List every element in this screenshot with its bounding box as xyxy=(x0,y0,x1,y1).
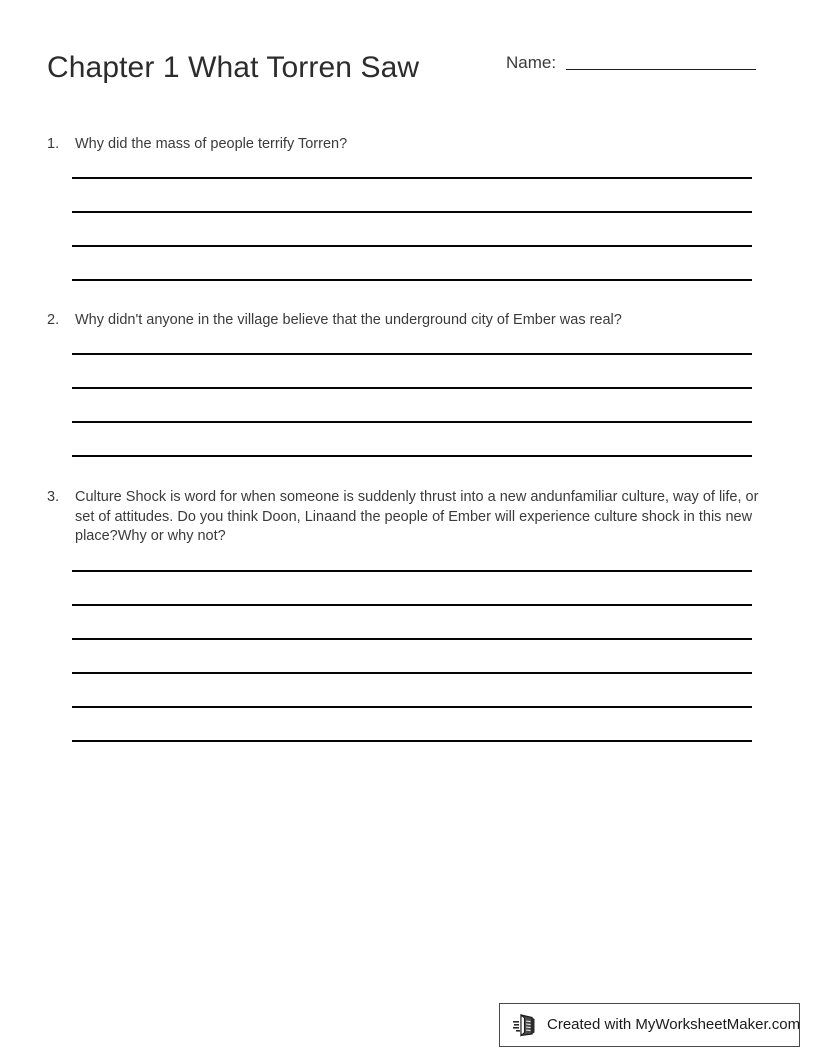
question-3-answer-area[interactable] xyxy=(72,570,769,742)
question-item-3 xyxy=(47,488,769,742)
created-with-label: Created with MyWorksheetMaker.com xyxy=(547,1016,801,1033)
question-3-header xyxy=(47,488,769,547)
question-item-1 xyxy=(47,135,769,281)
question-2-header xyxy=(47,311,769,331)
question-2-number: 2. xyxy=(47,312,60,328)
question-1-number: 1. xyxy=(47,136,60,152)
myworksheetmaker-logo-icon xyxy=(513,1012,539,1038)
question-3-number: 3. xyxy=(47,489,60,505)
created-with-badge[interactable] xyxy=(499,1003,800,1047)
answer-line[interactable] xyxy=(72,455,752,457)
name-input-rule[interactable] xyxy=(566,69,756,70)
answer-line[interactable] xyxy=(72,279,752,281)
question-1-answer-area[interactable] xyxy=(72,177,769,281)
question-item-2 xyxy=(47,311,769,457)
question-2-answer-area[interactable] xyxy=(72,353,769,457)
name-field-group xyxy=(506,53,756,73)
question-2-text: Why didn't anyone in the village believe that the underground city of Ember was real? xyxy=(75,312,622,328)
worksheet-header xyxy=(0,0,816,110)
question-1-header xyxy=(47,135,769,155)
question-3-text: Culture Shock is word for when someone is suddenly thrust into a new andunfamiliar culture, way of life, or set of attitudes. Do you think Doon, Linaand the people of Ember will experience culture shock in this new place?Why or why not? xyxy=(75,489,759,544)
name-field-label: Name: xyxy=(506,53,557,72)
page-title: Chapter 1 What Torren Saw xyxy=(47,51,420,84)
question-1-text: Why did the mass of people terrify Torren? xyxy=(75,136,348,152)
answer-line[interactable] xyxy=(72,740,752,742)
